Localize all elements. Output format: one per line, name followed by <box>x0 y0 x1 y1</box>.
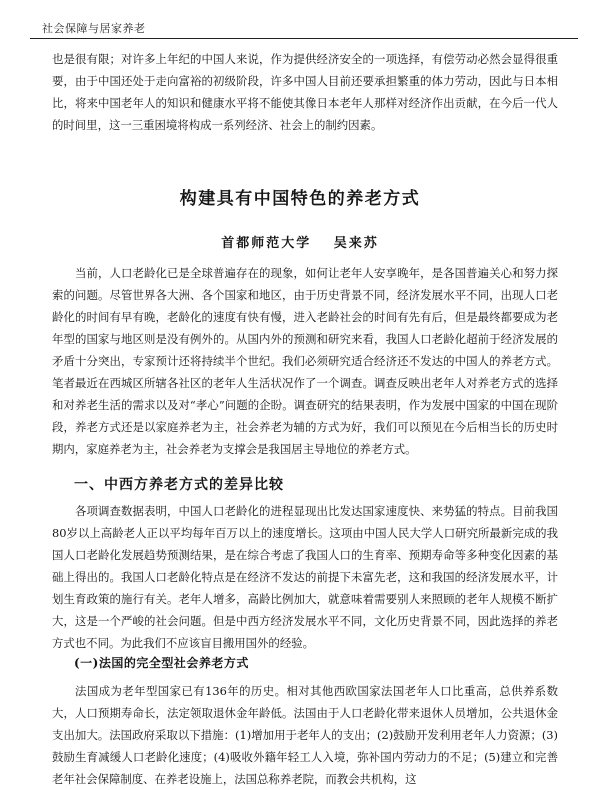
subsection-heading-1: (一)法国的完全型社会养老方式 <box>74 656 249 670</box>
article-title: 构建具有中国特色的养老方式 <box>179 189 421 209</box>
body-paragraph-2: 各项调查数据表明，中国人口老龄化的进程显现出比发达国家速度快、来势猛的特点。目前我国80岁以上高龄老人正以平均每年百万以上的速度增长。这项由中国人民大学人口研究所最新完成的我国人口老龄化发展趋势预测结果，是在综合考虑了我国人口的生育率、预期寿命等多种变化因素的基础上得出的。我国人口老龄化特点是在经济不发达的前提下未富先老，这和我国的经济发展水平，计划生育政策的施行有关。老年人增多，高龄比例加大，就意味着需要别人来照顾的老年人规模不断扩大，这是一个严峻的社会问题。但是中西方经济发展水平不同，文化历史背景不同，因此选择的养老方式也不同。为此我们不应该盲目搬用国外的经验。 <box>52 504 558 650</box>
body-paragraph-1: 当前，人口老龄化已是全球普遍存在的现象，如何让老年人安享晚年，是各国普遍关心和努力探索的问题。尽管世界各大洲、各个国家和地区，由于历史背景不同，经济发展水平不同，出现人口老龄化的时间有早有晚，老龄化的速度有快有慢，进入老龄社会的时间有先有后，但是最终都要成为老年型的国家与地区则是没有例外的。从国内外的预测和研究来看，我国人口老龄化超前于经济发展的矛盾十分突出，专家预计还将持续半个世纪。我们必须研究适合经济还不发达的中国人的养老方式。笔者最近在西城区所辖各社区的老年人生活状况作了一个调查。调查反映出老年人对养老方式的选择和对养老生活的需求以及对“孝心”问题的企盼。调查研究的结果表明，作为发展中国家的中国在现阶段，养老方式还是以家庭养老为主，社会养老为辅的方式为好，我们可以预见在今后相当长的历史时期内，家庭养老为主，社会养老为支撑会是我国居主导地位的养老方式。 <box>52 266 558 456</box>
byline <box>0 232 600 251</box>
affiliation: 首都师范大学 <box>221 236 312 251</box>
body-paragraph-3: 法国成为老年型国家已有136年的历史。相对其他西欧国家法国老年人口比重高，总供养系数大，人口预期寿命长，法定领取退休金年龄低。法国由于人口老龄化带来退休人员增加，公共退休金支出加大。法国政府采取以下措施：(1)增加用于老年人的支出；(2)鼓励开发利用老年人力资源；(3)鼓励生育减缓人口老龄化速度；(4)吸收外籍年轻工人入境，弥补国内劳动力的不足；(5)建立和完善老年社会保障制度、在养老设施上，法国总称养老院，而教会共机构，这 <box>52 684 558 786</box>
section-heading-1: 一、中西方养老方式的差异比较 <box>74 477 284 493</box>
running-header: 社会保障与居家养老 <box>42 22 146 35</box>
intro-paragraph: 也是很有限；对许多上年纪的中国人来说，作为提供经济安全的一项选择，有偿劳动必然会显得很重要，由于中国还处于走向富裕的初级阶段，许多中国人目前还要承担繁重的体力劳动，因此与日本相比，将来中国老年人的知识和健康水平将不能使其像日本老年人那样对经济作出贡献，在今后一代人的时间里，这一三重困境将构成一系列经济、社会上的制约因素。 <box>52 52 558 132</box>
author-name: 吴来苏 <box>333 236 379 251</box>
header-rule <box>30 38 578 39</box>
